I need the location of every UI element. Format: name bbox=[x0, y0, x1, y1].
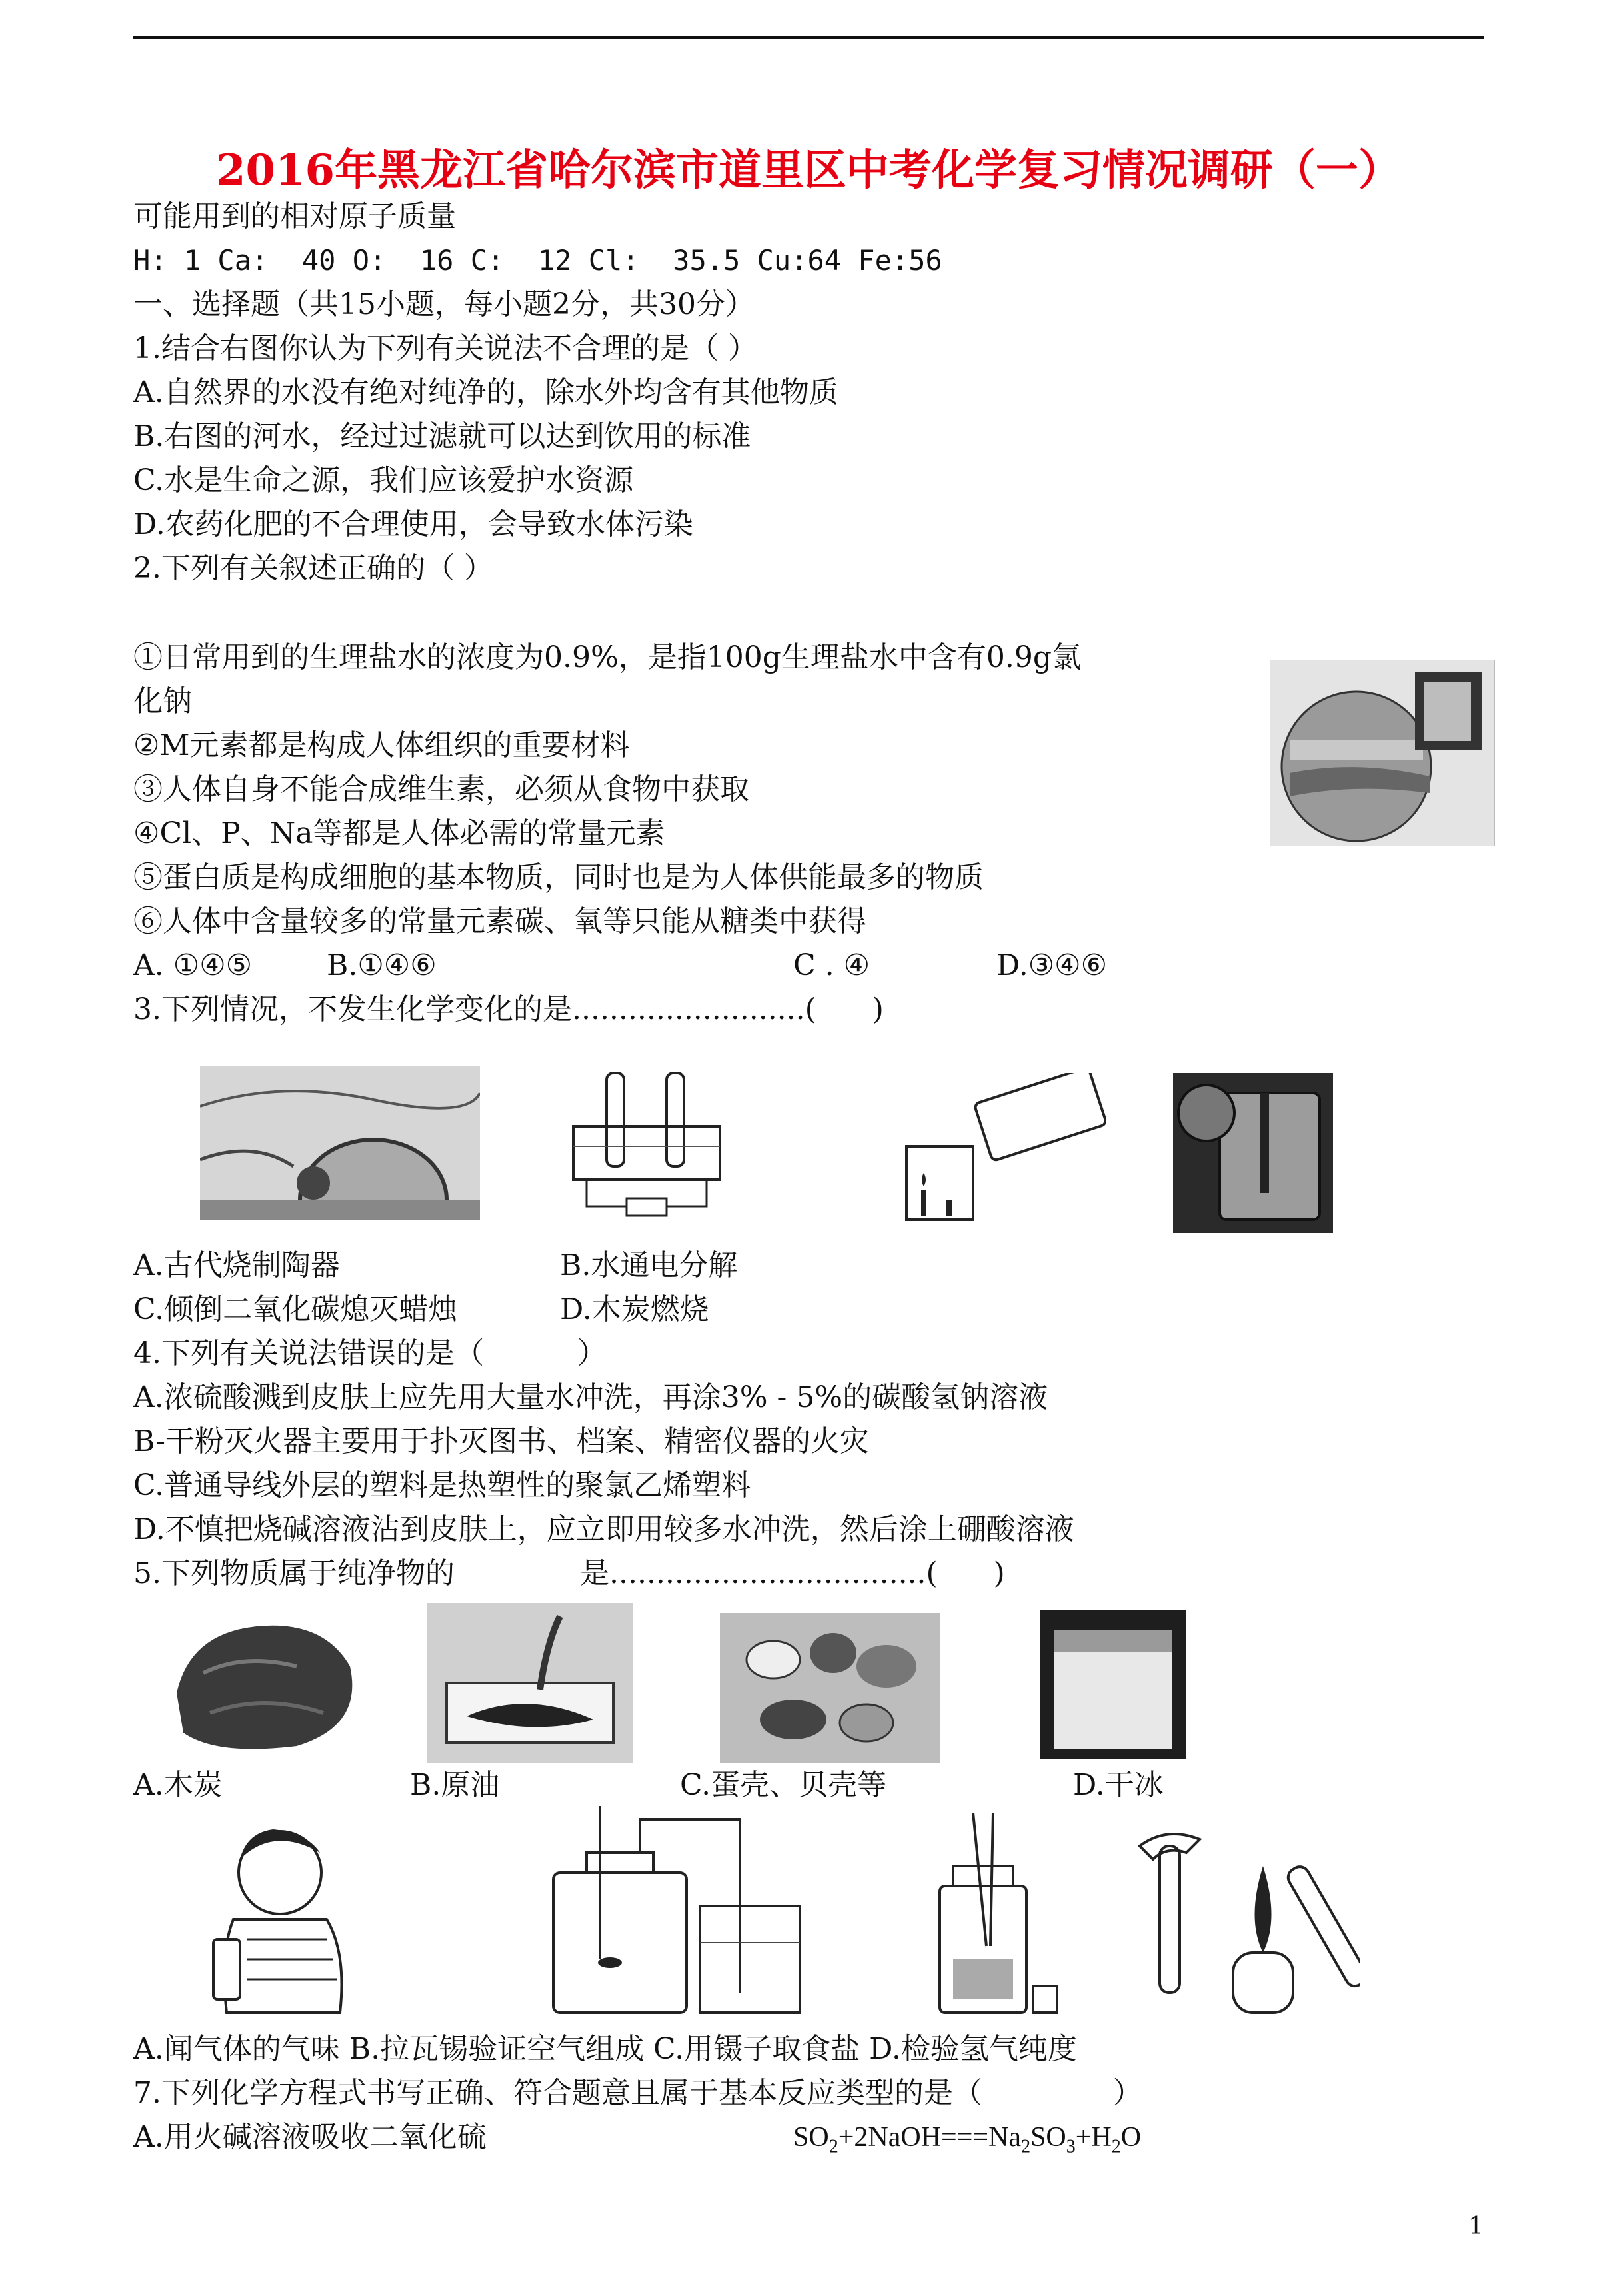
atomic-mass-label: 可能用到的相对原子质量 bbox=[133, 199, 456, 233]
q2-stem: 2.下列有关叙述正确的（ ） bbox=[133, 551, 493, 585]
q2-option-b: B.①④⑥ bbox=[327, 948, 437, 982]
crude-oil-image bbox=[427, 1603, 633, 1763]
q4-stem: 4.下列有关说法错误的是（ ） bbox=[133, 1336, 607, 1370]
q1-option-b: B.右图的河水，经过过滤就可以达到饮用的标准 bbox=[133, 419, 751, 453]
q2-statement-4: ④Cl、P、Na等都是人体必需的常量元素 bbox=[133, 816, 665, 850]
q2-statement-5: ⑤蛋白质是构成细胞的基本物质，同时也是为人体供能最多的物质 bbox=[133, 860, 984, 894]
charcoal-image bbox=[163, 1613, 363, 1759]
dry-ice-image bbox=[1040, 1610, 1186, 1759]
q3-option-b: B.水通电分解 bbox=[560, 1248, 738, 1282]
q1-option-c: C.水是生命之源，我们应该爱护水资源 bbox=[133, 463, 634, 497]
top-rule bbox=[133, 36, 1484, 39]
q2-statement-1b: 化钠 bbox=[133, 684, 192, 718]
smelling-gas-image bbox=[193, 1819, 353, 2019]
section-heading: 一、选择题（共15小题，每小题2分，共30分） bbox=[133, 287, 755, 321]
page-number: 1 bbox=[1468, 2213, 1484, 2240]
tweezers-salt-image bbox=[933, 1813, 1060, 2019]
q5-option-a: A.木炭 bbox=[133, 1768, 223, 1802]
electrolysis-apparatus-image bbox=[560, 1060, 733, 1226]
q7-equation: $SO_2+2NaOH===Na_2SO_3+H_2O$ bbox=[793, 2122, 1142, 2157]
q1-option-d: D.农药化肥的不合理使用，会导致水体污染 bbox=[133, 507, 693, 541]
q7-option-a: A.用火碱溶液吸收二氧化硫 bbox=[133, 2120, 487, 2154]
q5-stem-part2: 是..................................( ) bbox=[580, 1556, 1005, 1590]
q1-stem: 1.结合右图你认为下列有关说法不合理的是（ ） bbox=[133, 331, 757, 365]
atomic-masses: H: 1 Ca: 40 O: 16 C: 12 Cl: 35.5 Cu:64 Fe:56 bbox=[133, 244, 942, 277]
pottery-kiln-image bbox=[200, 1066, 480, 1220]
q5-stem-part1: 5.下列物质属于纯净物的 bbox=[133, 1556, 455, 1590]
q5-option-d: D.干冰 bbox=[1073, 1768, 1164, 1802]
q1-option-a: A.自然界的水没有绝对纯净的，除水外均含有其他物质 bbox=[133, 375, 838, 409]
q2-option-a: A. ①④⑤ bbox=[133, 948, 253, 982]
q4-option-a: A.浓硫酸溅到皮肤上应先用大量水冲洗，再涂3% - 5%的碳酸氢钠溶液 bbox=[133, 1380, 1048, 1414]
q4-option-d: D.不慎把烧碱溶液沾到皮肤上，应立即用较多水冲洗，然后涂上硼酸溶液 bbox=[133, 1512, 1074, 1546]
q2-option-d: D.③④⑥ bbox=[996, 948, 1108, 982]
q2-statement-1a: ①日常用到的生理盐水的浓度为0.9%，是指100g生理盐水中含有0.9g氯 bbox=[133, 640, 1082, 674]
charcoal-burning-image bbox=[1173, 1073, 1333, 1233]
q5-option-b: B.原油 bbox=[410, 1768, 500, 1802]
q2-statement-2: ②M元素都是构成人体组织的重要材料 bbox=[133, 728, 630, 762]
q3-option-d: D.木炭燃烧 bbox=[560, 1292, 709, 1326]
q6-options: A.闻气体的气味 B.拉瓦锡验证空气组成 C.用镊子取食盐 D.检验氢气纯度 bbox=[133, 2032, 1077, 2066]
q4-option-c: C.普通导线外层的塑料是热塑性的聚氯乙烯塑料 bbox=[133, 1468, 751, 1502]
pouring-co2-candle-image bbox=[880, 1073, 1106, 1226]
eggshell-seashell-image bbox=[720, 1613, 940, 1763]
q5-option-c: C.蛋壳、贝壳等 bbox=[680, 1768, 887, 1802]
q3-stem: 3.下列情况，不发生化学变化的是.........................( ) bbox=[133, 992, 884, 1026]
q3-option-c: C.倾倒二氧化碳熄灭蜡烛 bbox=[133, 1292, 458, 1326]
q7-stem: 7.下列化学方程式书写正确、符合题意且属于基本反应类型的是（ ） bbox=[133, 2076, 1142, 2110]
q3-option-a: A.古代烧制陶器 bbox=[133, 1248, 340, 1282]
hydrogen-purity-test-image bbox=[1126, 1819, 1360, 2019]
q2-option-c: C . ④ bbox=[793, 948, 870, 982]
page-title: 2016年黑龙江省哈尔滨市道里区中考化学复习情况调研（一） bbox=[215, 145, 1402, 195]
q4-option-b: B-干粉灭火器主要用于扑灭图书、档案、精密仪器的火灾 bbox=[133, 1424, 870, 1458]
river-water-image bbox=[1270, 660, 1495, 846]
q2-statement-3: ③人体自身不能合成维生素，必须从食物中获取 bbox=[133, 772, 749, 806]
q2-statement-6: ⑥人体中含量较多的常量元素碳、氧等只能从糖类中获得 bbox=[133, 904, 866, 938]
lavoisier-air-experiment-image bbox=[547, 1799, 826, 2019]
